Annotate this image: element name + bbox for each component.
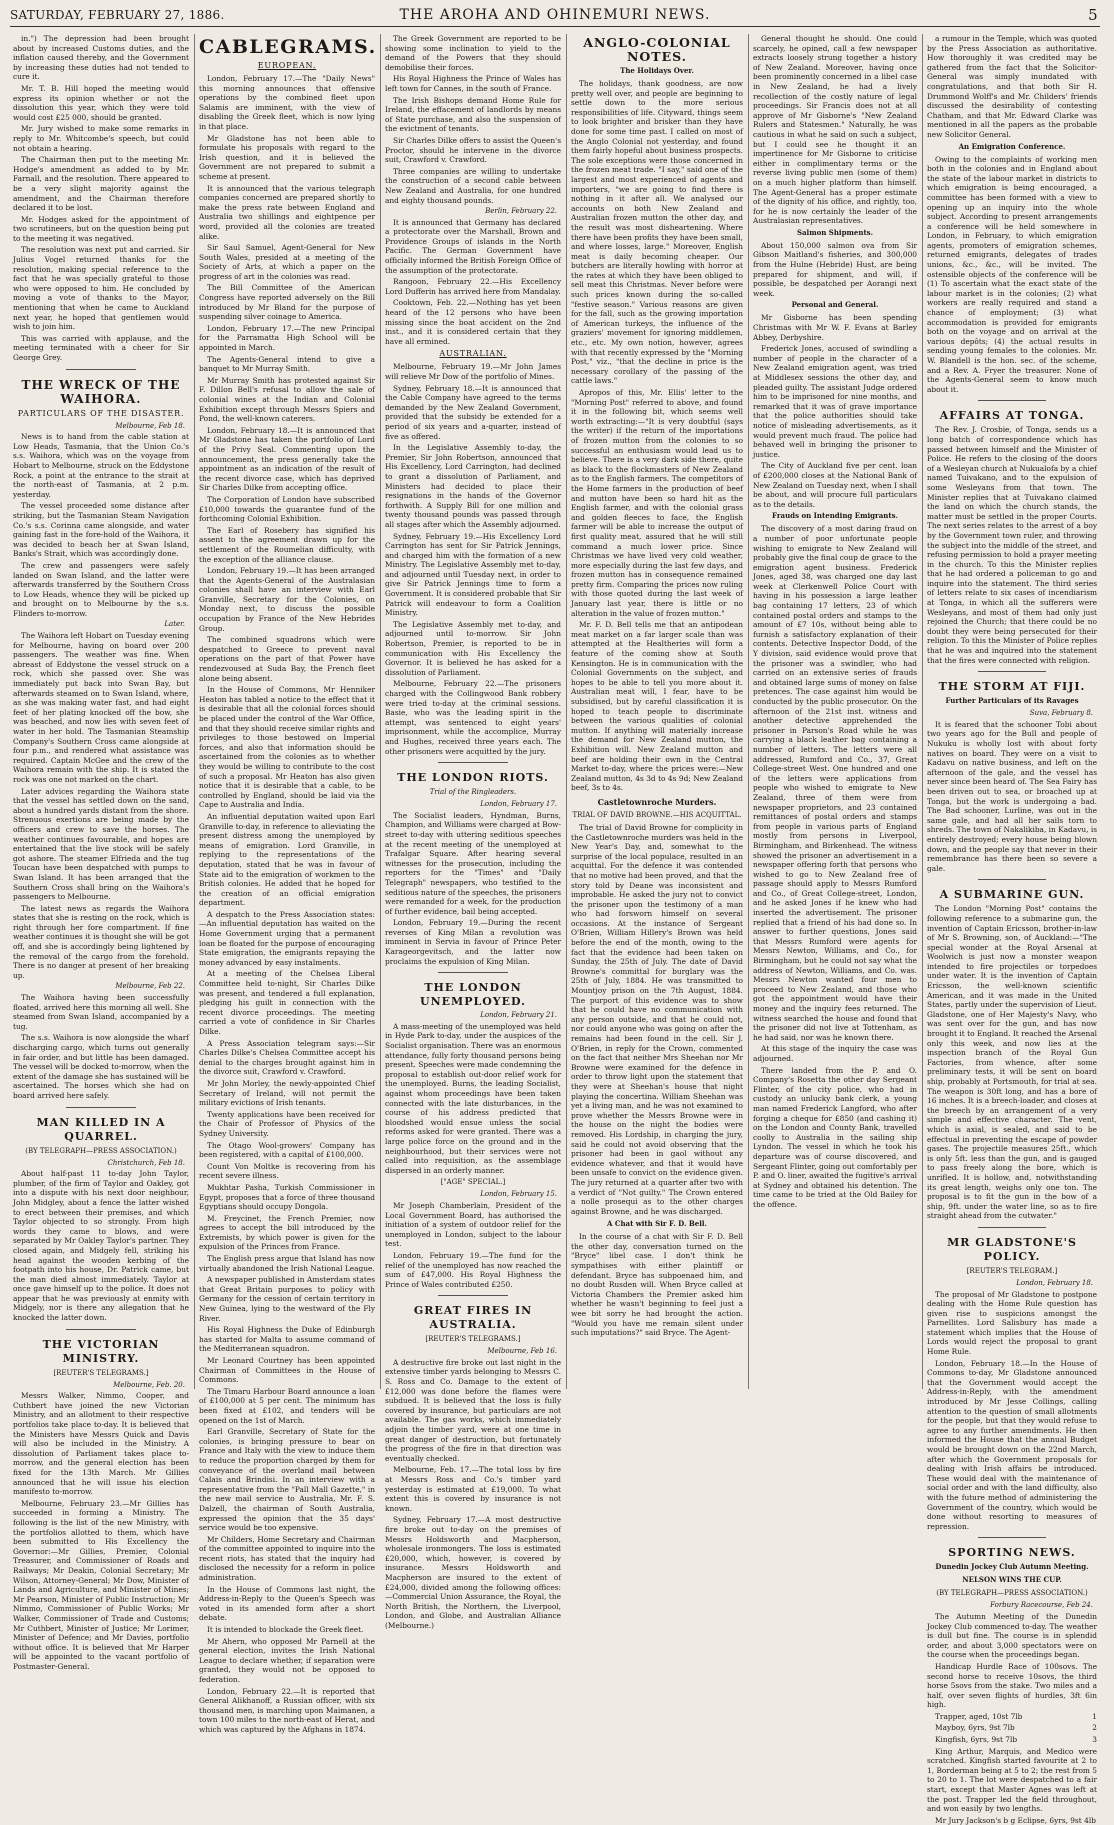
subheading: PARTICULARS OF THE DISASTER. <box>17 408 185 418</box>
paragraph: London, February 19.—During the recent reverses of King Milan a revolution was imminent in Servia in favour of Prince Peter Karageorgevitsch, and the latter now proclaims the expulsion of King Milan. <box>385 918 561 966</box>
divider <box>978 1227 1046 1228</box>
paragraph: At this stage of the inquiry the case was adjourned. <box>753 1044 917 1063</box>
paragraph: Mr Murray Smith has protested against Sir F. Dillon Bell's refusal to allow the sale of colonial wines at the Indian and Colonial Exhibition except through Messrs Spiers and Pond, the well-known caterers. <box>199 375 375 424</box>
column-rule <box>922 34 923 1389</box>
paragraph: General thought he should. One could scarcely, he opined, call a few newspaper extracts loosely strung together a history of New Zealand. Moreover, having once been prominently concerned in a libel case in New Zealand, he had a lively recollection of the costly nature of legal proceedings. Sir Francis does not at all approve of Mr Gisborne's "New Zealand Rulers and Statesmen." Naturally, he was cautious in what he said on such a subject, but I could see he thought it an impertinence for Mr Gisborne to criticise either in complimentary terms or the reverse living public men (some of them) on a much higher platform than himself. The Agent-General has a proper estimate of the dignity of his office, and rightly, too, for he is now certainly the leader of the Australasian representatives. <box>753 34 917 226</box>
paragraph: Mr. Hodges asked for the appointment of two scrutineers, but on the question being put to the meeting it was negatived. <box>13 214 189 243</box>
subheading: [REUTER'S TELEGRAMS.] <box>53 1368 149 1377</box>
paragraph: Earl Granville, Secretary of State for the colonies, is bringing pressure to bear on France and Italy with the view to induce them to reduce the proportion charged by them for conveyance of the overland mail between Calais and Brindisi. In an interview with a representative from the "Pall Mall Gazette," in the new mail service to Australia, Mr. F. S. Dalzell, the chairman of South Australia, expressed the opinion that the 35 days' service would be too expensive. <box>199 1427 375 1533</box>
paragraph: The Earl of Rosebery has signified his assent to the agreement drawn up for the settlement of the Roumelian difficulty, with the exception of the alliance clause. <box>199 525 375 564</box>
paragraph: The Agents-General intend to give a banquet to Mr Murray Smith. <box>199 354 375 374</box>
paragraph: Mukhtar Pasha, Turkish Commissioner in Egypt, proposes that a force of three thousand Egyptians should occupy Dongola. <box>199 1182 375 1212</box>
dateline: Suva, February 8. <box>1029 709 1093 718</box>
subheading: [REUTER'S TELEGRAMS.] <box>425 1335 521 1344</box>
headline-unemployed: THE LONDON UNEMPLOYED. <box>419 981 526 1009</box>
paragraph: In the House of Commons last night, the Address-in-Reply to the Queen's Speech was voted in its amended form after a short debate. <box>199 1584 375 1623</box>
dateline: London, February 17. <box>480 800 557 809</box>
divider <box>978 400 1046 401</box>
subheading: ["AGE" SPECIAL.] <box>440 1178 506 1187</box>
race-result <box>927 1712 1097 1722</box>
paragraph: Mr Gladstone has not been able to formulate his proposals with regard to the Irish question, and it is believed the Government are not prepared to submit a scheme at present. <box>199 133 375 181</box>
paragraph: The resolution was next put and carried. Sir Julius Vogel returned thanks for the resolution, making special reference to the fact that he was specially grateful to those who were opposed to him. He concluded by moving a vote of thanks to the Mayor, mentioning that when he came to Auckland next year, he hoped that gentlemen would wish to join him. <box>13 245 189 332</box>
dateline: Melbourne, Feb. 20. <box>113 1380 185 1389</box>
paragraph: The Otago Wool-growers' Company has been registered, with a capital of £100,000. <box>199 1140 375 1160</box>
paragraph: His Royal Highness the Duke of Edinburgh has started for Malta to assume command of the Mediterranean squadron. <box>199 1325 375 1354</box>
paragraph: Melbourne, February 19.—Mr John James will relieve Mr Dow of the portfolio of Mines. <box>385 362 561 381</box>
column-3 <box>382 34 564 1630</box>
paragraph: London, February 18.—In the House of Commons to-day, Mr Gladstone announced that the Government would accept the Address-in-Reply, with the amendment introduced by Mr Jesse Collings, calling attention to the question of small allotments for the people, but that they would refuse to agree to any further amendments. He then informed the House that the annual Budget would be brought down on the 22nd March, after which the Government proposals for dealing with Irish affairs be introduced. These would deal with the maintenance of social order and with the land difficulty, also with the future method of administering the Government of the country, which would be done without resorting to measures of repression. <box>927 1358 1097 1531</box>
paragraph: The crew and passengers were safely landed on Swan Island, and the latter were afterwards transferred by the Southern Cross to Low Heads, whence they will be picked up and brought on to Melbourne by the s.s. Flinders to-morrow. <box>13 560 189 618</box>
paragraph: The Waihora left Hobart on Tuesday evening for Melbourne, having on board over 200 passengers. The weather was fine. When abreast of Eddystone the vessel struck on a rock, which she passed over. She was immediately put back into Swan Bay, but afterwards steamed on to Swan Island, where, as she was making water fast, and had eight feet of her plating knocked off the bow, she was beached, and now lies with seven feet of water in her hold. The Tasmanian Steamship Company's Southern Cross came alongside at four p.m., and rendered what assistance was required. Captain McGee and the crew of the Waihora remain with the ship. It is stated the rock was one not marked on the chart. <box>13 631 189 784</box>
race-entry: Trapper, aged, 10st 7lb <box>935 1711 1023 1721</box>
subheading-murders: Castletownroche Murders. <box>597 796 717 807</box>
paragraph: A Press Association telegram says:—Sir Charles Dilke's Chelsea Committee accept his denial to the charges brought against him in the divorce suit, Crawford v. Crawford. <box>199 1038 375 1077</box>
headline-wreck: THE WRECK OF THE WAIHORA. <box>21 377 181 406</box>
paragraph: The Timaru Harbour Board announce a loan of £100,000 at 5 per cent. The minimum has been fixed at £102, and tenders will be opened on the 1st of March. <box>199 1386 375 1425</box>
paragraph: News is to hand from the cable station at Low Heads, Tasmania, that the Union Co.'s s.s. Waihora, which was on the voyage from Hobart to Melbourne, struck on the Eddystone Rock, a point at the entrance to the strait at the north-east of Tasmania, at 2 p.m. yesterday. <box>13 432 189 499</box>
subheading: Dunedin Jockey Club Autumn Meeting. <box>935 1562 1089 1572</box>
masthead <box>10 4 1100 27</box>
paragraph: Mr Ahern, who opposed Mr Parnell at the general election, invites the Irish National League to declare whether, if separation were granted, they would not be opposed to federation. <box>199 1636 375 1684</box>
column-2 <box>196 34 378 1734</box>
divider <box>438 762 508 763</box>
paragraph: About 150,000 salmon ova from Sir Gibson Maitland's fisheries, and 300,000 from the Hulne (Hebride) Hust, are being prepared for shipment, and will, if possible, be despatched per Aorangi next week. <box>753 240 917 298</box>
paragraph: The holidays, thank goodness, are now pretty well over, and people are beginning to settle down to the more serious responsibilities of life. Cityward, things seem to look brighter and brisker than they have done for some time past. I called on most of the Anglo Colonial not yesterday, and found them fairly hopeful about business prospects. The sole exceptions were those concerned in the frozen meat trade. "I say," said one of the largest and most experienced of agents and importers, "we are going to find there is nothing in it after all. We analysed our accounts on both New Zealand and Australian frozen mutton the other day, and the result was most disheartening. Where there have been profits they have been small, and where losses, large." Moreover, English meat is daily becoming cheaper. Our butchers are literally howling with horror at the rates at which they have been obliged to sell meat this Christmas. Never before were such prices known during the so-called "festive season." Various reasons are given for the fall, such as the growing importation of American turkeys, the influence of the graziers' movement for ignoring middlemen, etc., etc. My own notion, however, agrees with that recently expressed by the "Morning Post," viz., "that the decline in price is the necessary corollary of the passing of the cattle laws." <box>571 79 743 386</box>
paragraph: The trial of David Browne for complicity in the Castletownroche murders was held in the New Year's Day, and, somewhat to the surprise of the local populace, resulted in an acquittal. For the defence it was contended that no motive had been proved, and that the story told by Deane was inconsistent and improbable. He asked the jury not to convict the prisoner upon the testimony of a man who had forsworn himself on several occasions. At the instance of Sergeant O'Brien, William Hillery's Brown was held before the end of the month, owing to the fact that the evidence had been taken on Sunday, the 25th of July. The date of David Browne's committal for burglary was the 25th of July, 1884. He was transmitted to Mountjoy prison on the 7th August, 1884. The purport of this evidence was to show that he could have no communication with any person outside, and that he could not, nor could anyone who was going on after the remains had been found in the cell. Sir J. O'Brien, in reply for the Crown, commented on the fact that neither Mrs Sheehan nor Mr Browne were examined for the defence in order to throw light upon the statement that they were at Sheehan's house that night playing the concertina. William Sheehan was yet a living man, and he was not examined to prove whether the Messrs Browne were in the house on the night the bodies were removed. His Lordship, in charging the jury, said he could not avoid observing that the prisoner had been in gaol without any evidence whatever, and that it would have been unsafe to convict on the evidence given. The jury returned at a quarter after two with a verdict of "Not guilty." The Crown entered a nolle prosequi as to the other charges against Browne, and he was discharged. <box>571 822 743 1216</box>
paragraph: The Legislative Assembly met to-day, and adjourned until to-morrow. Sir John Robertson, Premier, is reported to be in communication with His Excellency the Governor. It is believed he has asked for a dissolution of Parliament. <box>385 619 561 677</box>
subheading: (BY TELEGRAPH—PRESS ASSOCIATION.) <box>25 1146 177 1155</box>
race-entry: Kingfish, 6yrs, 9st 7lb <box>935 1735 1018 1745</box>
headline-riots: THE LONDON RIOTS. <box>397 771 549 785</box>
dateline: Melbourne, Feb 22. <box>115 982 185 991</box>
paragraph: The Corporation of London have subscribed £10,000 towards the guarantee fund of the forthcoming Colonial Exhibition. <box>199 494 375 524</box>
paragraph: A mass-meeting of the unemployed was held in Hyde Park to-day, under the auspices of the Socialist organisation. There was an enormous attendance, fully forty thousand persons being present. Speeches were made condemning the proposal to establish out-door relief work for the unemployed. Burns, the leading Socialist, against whom proceedings have been taken connected with the late disturbances, in the course of his address predicted that bloodshed would ensue unless the social reforms asked for were granted. There was a large police force on the ground and in the neighbourhood, but their services were not called into requisition, as the assemblage dispersed in an orderly manner. <box>385 1021 561 1175</box>
paragraph: In the House of Commons, Mr Henniker Heaton has tabled a notice to the effect that it is desirable that all the colonial forces should be placed under the control of the War Office, and that they should receive similar rights and privileges to those bestowed on Imperial forces, and also that information should be ascertained from the colonies as to whether they would be willing to contribute to the cost of such a proposal. Mr Heaton has also given notice that it is desirable that a cable, to be controlled by England, should be laid via the Cape to Australia and India. <box>199 685 375 810</box>
race-place: 1 <box>1092 1711 1097 1721</box>
paragraph: Count Von Moltke is recovering from his recent severe illness. <box>199 1161 375 1181</box>
subheading: (BY TELEGRAPH—PRESS ASSOCIATION.) <box>936 1589 1088 1598</box>
paragraph: It is announced that the various telegraph companies concerned are prepared shortly to make the press rate between England and Australia two shillings and eightpence per word, provided all the colonies are treated alike. <box>199 183 375 241</box>
column-rule <box>194 34 195 1389</box>
subheading: EUROPEAN. <box>257 61 317 70</box>
masthead-date: SATURDAY, FEBRUARY 27, 1886. <box>10 8 225 22</box>
paragraph: The vessel proceeded some distance after striking, but the Tasmanian Steam Navigation Co.'s s.s. Corinna came alongside, and water gaining fast in the fore-hold of the Waihora, it was decided to beach her at Swan Island, Banks's Strait, which was accordingly done. <box>13 501 189 559</box>
dateline: London, February 21. <box>480 1011 557 1020</box>
paragraph: Cooktown, Feb. 22.—Nothing has yet been heard of the 12 persons who have been missing since the boat accident on the 2nd inst., and it is considered certain that they have all ermined. <box>385 298 561 346</box>
paragraph: It is announced that Germany has declared a protectorate over the Marshall, Brown and Providence Groups of islands in the North Pacific. The German Government have officially informed the British Foreign Office of the assumption of the protectorate. <box>385 217 561 275</box>
subheading-chat: A Chat with Sir F. D. Bell. <box>607 1219 707 1229</box>
paragraph: A destructive fire broke out last night in the extensive timber yards belonging to Messrs C. S. Ross and Co. Damage to the extent of £12,000 was done before the flames were subdued. It is believed that the loss is fully covered by insurance, but particulars are not available. The gas works, which immediately adjoin the timber yard, were at one time in great danger of destruction, but fortunately the progress of the fire in that direction was eventually checked. <box>385 1357 561 1463</box>
paragraph: The Greek Government are reported to be showing some inclination to yield to the demand of the Powers that they should demobilise their forces. <box>385 34 561 72</box>
headline-sporting: SPORTING NEWS. <box>948 1546 1076 1560</box>
paragraph: In the course of a chat with Sir F. D. Bell the other day, conversation turned on the "Bryce" libel case. I don't think he sympathises with either plaintiff or defendant. Bryce has subpoenaed him, and no doubt Rusden will. When Bryce called at Victoria Chambers the Premier asked him whether he wasn't beginning to feel just a wee bit sorry he had brought the action. "Would you have me remain silent under such imputations?" said Bryce. The Agent- <box>571 1232 743 1338</box>
paragraph: About half-past 11 to-day John Taylor, plumber, of the firm of Taylor and Oakley, got into a dispute with his next door neighbour, John Midgley, about a fence the latter wished to erect between their premises, and which Taylor objected to so strongly. From high words they came to blows, and were separated by Mr Oakley Taylor's partner. They closed again, and Midgely fell, striking his head against the wooden kerbing of the footpath into his house, Dr. Patrick came, but the man died almost immediately. Taylor at once gave himself up to the police. It does not appear that he was previously at enmity with Midgely, nor is there any allegation that he knocked the latter down. <box>13 1169 189 1323</box>
paragraph: The proposal of Mr Gladstone to postpone dealing with the Home Rule question has given rise to suspicions amongst the Parnellites. Lord Salisbury has made a statement which implies that the House of Lords would reject the proposal to grant Home Rule. <box>927 1289 1097 1357</box>
divider <box>66 1329 136 1330</box>
divider <box>438 1295 508 1296</box>
paragraph: Mr Leonard Courtney has been appointed Chairman of Committees in the House of Commons. <box>199 1356 375 1385</box>
paragraph: The combined squadrons which were despatched to Greece to prevent naval operations on the part of that Power have rendezvoused at Suda Bay, the French fleet alone being absent. <box>199 635 375 683</box>
paragraph: a rumour in the Temple, which was quoted by the Press Association as authoritative. How thoroughly it was credited may be gathered from the fact that the Solicitor-General was simply inundated with congratulations, and that both Sir H. Drummond Wolff's and Mr. Childers' friends discussed the desirability of contesting Chatham, and that Mr. Edward Clarke was mentioned in all the papers as the probable new Solicitor General. <box>927 34 1097 139</box>
masthead-title: THE AROHA AND OHINEMURI NEWS. <box>399 7 711 23</box>
subheading: NELSON WINS THE CUP. <box>962 1575 1062 1585</box>
paragraph: in.") The depression had been brought about by increased Customs duties, and the inflation caused thereby, and the Government by increasing these duties had not tended to cure it. <box>13 34 189 82</box>
headline-fires: GREAT FIRES IN AUSTRALIA. <box>413 1304 533 1332</box>
headline-cablegrams: CABLEGRAMS. <box>199 36 377 58</box>
columns <box>10 34 1100 1825</box>
paragraph: London, February 19.—The fund for the relief of the unemployed has now reached the sum of £47,000. His Royal Highness the Prince of Wales contributed £250. <box>385 1250 561 1289</box>
paragraph: Sydney, February 19.—His Excellency Lord Carrington has sent for Sir Patrick Jennings, and charged him with the formation of a new Ministry. The Legislative Assembly met to-day, and adjourned until Tuesday next, in order to give Sir Patrick Jennings time to form a Government. It is considered probable that Sir Patrick will endeavour to form a Coalition Ministry. <box>385 531 561 618</box>
paragraph: Mr. T. B. Hill hoped the meeting would express its opinion whether or not the dissolution this year, which they were told would cost £25 000, should be granted. <box>13 83 189 122</box>
paragraph: The Rev. J. Crosbie, of Tonga, sends us a long batch of correspondence which has passed between himself and the Minister of Police. He refers to the closing of the doors of a Wesleyan church at Nukualofa by a chief named Tuivakano, and to the expulsion of some Wesleyans from that town. The Minister replies that at Tuivakano claimed the land on which the church stands, the matter must be settled in the proper Courts. The next series relates to the arrest of a boy by the Government town ruler, and throwing the subject into the middle of the street, and refusing permission to hold a prayer meeting in the church. To this the Minister replies that he had ordered a policeman to go and inquire into the statement. The third series of letters relate to six cases of incendiarism at Tonga, in which all the sufferers were Wesleyans, and most of them had only just rejoined the Church; that there could be no doubt they were being persecuted for their religion. To this the Minister of Police replies that he was and inquired into the statement that the fires were connected with religion. <box>927 425 1097 665</box>
headline-submarine-gun: A SUBMARINE GUN. <box>939 888 1085 902</box>
divider <box>978 1537 1046 1538</box>
paragraph: The latest news as regards the Waihora states that she is resting on the rock, which is right through her fore compartment. If fine weather continues it is thought she will be got off, and she is accordingly being lightened by the removal of the cargo from the forehold. There is no danger at present of her breaking up. <box>13 903 189 980</box>
paragraph: An influential deputation waited upon Earl Granville to-day, in reference to alleviating the present distress among the unemployed by means of emigration. Lord Granville, in replying to the representations of the deputation, stated that he was in favour of State aid to the emigration of workmen to the British colonies. He added that he hoped for the creation of an official emigration department. <box>199 811 375 908</box>
paragraph: Handicap Hurdle Race of 100sovs. The second horse to receive 10sovs, the third horse 5sovs from the stake. Two miles and a half, over seven flights of hurdles, 3ft 6in high. <box>927 1661 1097 1710</box>
column-4 <box>568 34 746 1389</box>
dateline: London, February 18. <box>1016 1278 1093 1287</box>
headline-fiji: THE STORM AT FIJI. <box>938 680 1086 694</box>
subheading: Further Particulars of its Ravages <box>945 696 1079 706</box>
subheading-conference: An Emigration Conference. <box>958 141 1066 151</box>
paragraph: Sydney, February 17.—A most destructive fire broke out to-day on the premises of Messrs Holdsworth and Macpherson, wholesale ironmongers. The loss is estimated £20,000, which, however, is covered by insurance. Messrs Holdsworth and Macpherson are insured to the extent of £24,000, divided among the following offices:—Commercial Union Assurance, the Royal, the North British, the Northern, the Liverpool, London, and Globe, and Australian Alliance (Melbourne.) <box>385 1515 561 1630</box>
paragraph: Frederick Jones, accused of swindling a number of people in the character of a New Zealand emigration agent, was tried at Middlesex sessions the other day, and pleaded guilty. The assistant Judge ordered him to be imprisoned for nine months, and remarked that it was of grave importance that the police authorities should take notice of misleading advertisements, as it would prevent much fraud. The police had behaved well in bringing the prisoner to justice. <box>753 344 917 459</box>
paragraph: London, February 22.—It is reported that General Alikhanoff, a Russian officer, with six thousand men, is marching upon Maimanen, a town 100 miles to the north-east of Herat, and which was captured by the Afghans in 1874. <box>199 1686 375 1734</box>
subheading: [REUTER'S TELEGRAM.] <box>966 1266 1058 1275</box>
paragraph: There landed from the P. and O. Company's Rosetta the other day Sergeant Flinter, of the city police, who had in custody an unlucky bank clerk, a young man named Frederick Langford, who after forging a cheque for £850 (and cashing it) on the London and County Bank, travelled coolly to Australia in the sailing ship Lyndon. The vessel in which he took his departure was of course discovered, and Sergeant Flinter, going out comfortably per P. and O. liner, awaited the fugitive's arrival at Sydney and obtained his detention. The time came to be tried at the Old Bailey for the offence. <box>753 1065 917 1209</box>
paragraph: The Waihora having been successfully floated, arrived here this morning all well. She steamed from Swan Island, accompanied by a tug. <box>13 993 189 1031</box>
paragraph: Rangoon, February 22.—His Excellency Lord Dufferin has arrived here from Mandalay. <box>385 277 561 296</box>
paragraph: Mr Joseph Chamberlain, President of the Local Government Board, has authorised the initiation of a system of outdoor relief for the unemployed in London, subject to the labour test. <box>385 1200 561 1249</box>
paragraph: M. Freycinet, the French Premier, now agrees to accept the bill introduced by the Extremists, by which power is given for the expulsion of the Princes from France. <box>199 1213 375 1252</box>
paragraph: Apropos of this, Mr. Ellis' letter to the "Morning Post" referred to above, and found it in the following bit, which seems well worth extracting:—"It is very doubtful (says the writer) if the return of the importations of frozen mutton from the colonies to so successful an enthusiasm would lead us to believe. There is a very dark side there, quite as black to the flockmasters of New Zealand as to the English farmers. The competitors of the Home farmers in the production of beef and mutton have been so hard hit as the English farmer, and with the colonial grass and golden fleeces to face, the English farmer will be able to increase the output of first quality meat, assured that he will still command a much lower price. Since Christmas we have lived very cold weather, more especially during the last few days, and frozen mutton has in consequence remained pretty firm. Comparing the prices now ruling with those quoted during the last week of January last year, there is little or no alteration in the value of frozen mutton." <box>571 388 743 618</box>
paragraph: The Socialist leaders, Hyndman, Burns, Champion, and Williams were charged at Bow-street to-day with uttering seditious speeches at the recent meeting of the unemployed at Trafalgar Square. After hearing several witnesses for the prosecution, including the reporters for the "Times" and "Daily Telegraph" newspapers, who testified to the seditious nature of the speeches, the prisoners were remanded for a week, for the production of further evidence, bail being accepted. <box>385 810 561 916</box>
paragraph: Sydney, February 18.—It is announced that the Cable Company have agreed to the terms demanded by the New Zealand Government, provided that the subsidy be extended for a period of six years and a-quarter, instead of five as offered. <box>385 383 561 441</box>
paragraph: A newspaper published in Amsterdam states that Great Britain purposes to policy with Germany for the cession of certain territory in New Guinea, lying to the westward of the Fly River. <box>199 1275 375 1323</box>
paragraph: Mr John Morley, the newly-appointed Chief Secretary of Ireland, will not permit the military evictions of Irish tenants. <box>199 1078 375 1108</box>
paragraph: Mr Childers, Home Secretary and Chairman of the committee appointed to inquire into the recent riots, has stated that the inquiry had disclosed the necessity for a reform in police administration. <box>199 1534 375 1583</box>
paragraph: Messrs Walker, Nimmo, Cooper, and Cuthbert have joined the new Victorian Ministry, and an allotment to their respective portfolios take place to-day. It is believed that the Ministers have Messrs Quick and Davis will also be included in the Ministry. A dissolution of Parliament takes place to-morrow, and the general election has been fixed for the 13th March. Mr Gillies announced that he will issue his election manifesto to-morrow. <box>13 1391 189 1497</box>
paragraph: In the Legislative Assembly to-day, the Premier, Sir John Robertson, announced that His Excellency, Lord Carrington, had declined to grant a dissolution of Parliament, and Ministers had decided to place their resignations in the hands of the Governor forthwith. A Supply Bill for one million and twenty thousand pounds was passed through all stages after which the Assembly adjourned. <box>385 443 561 529</box>
paragraph: The London "Morning Post" contains the following reference to a submarine gun, the invention of Captain Ericsson, brother-in-law of Mr S. Browning, son, of Auckland:—"The special wonder at the Royal Arsenal at Woolwich is just now a monster weapon intended to fire projectiles or torpedoes under water. It is the invention of Captain Ericsson, the well-known scientific American, and it was made in the United States, partly under the supervision of Lieut. Gladstone, one of Her Majesty's Navy, who was sent over for the gun, and has now brought it to England. It reached the Arsenal only this week, and now lies at the inspection branch of the Royal Gun Factories, from whence, after some preliminary tests, it will be sent on board ship, probably at Portsmouth, for trial at sea. The weapon is 30ft long, and has a bore of 16 inches. It is a breech-loader, and closes at the breech by an arrangement of a very simple and effective character. The vent, which is axial, is sealed, and said to be effectual in preventing the escape of powder gases. The projectile measures 25ft., which is only 5ft. less than the gun, and is gauged to pass freely along the bore, which is unrifled. It is hollow, and, notwithstanding its great length, weighs only one ton. The proposal is to fit the gun in the bow of a ship, 9ft. under the water line, so as to fire straight ahead from the cutwater." <box>927 904 1097 1221</box>
divider <box>978 671 1046 672</box>
headline-ministry: THE VICTORIAN MINISTRY. <box>42 1337 160 1365</box>
column-rule <box>380 34 381 1389</box>
divider <box>438 972 508 973</box>
headline-anglo-colonial: ANGLO-COLONIAL NOTES. <box>583 35 731 64</box>
paragraph: Mr. F. D. Bell tells me that an antipodean meat market on a far larger scale than was attempted at the Healtheries will form a feature of the coming show at South Kensington. He is in communication with the Colonial Governments on the subject, and hopes to be able to tell you more about it. Australian meat will, I fear, have to be subsidised, but by careful classification it is hoped to teach people to discriminate between the various qualities of colonial mutton. If anything will materially increase the demand for New Zealand mutton, the Exhibition will. New Zealand mutton and beef are holding their own in the Central Market to-day, where the prices were:—New Zealand mutton, 4s 3d to 4s 9d; New Zealand beef, 3s to 4s. <box>571 620 743 793</box>
page-number: 5 <box>1088 6 1098 24</box>
paragraph: Mr. Jury wished to make some remarks in reply to Mr. Whitcombe's speech, but could not obtain a hearing. <box>13 124 189 153</box>
column-5 <box>750 34 920 1389</box>
paragraph: London, February 19.—It has been arranged that the Agents-General of the Australasian colonies shall have an interview with Earl Granville, Secretary for the Colonies, on Monday next, to discuss the possible occupation by France of the New Hebrides Group. <box>199 566 375 633</box>
column-rule <box>566 34 567 1389</box>
subheading: TRIAL OF DAVID BROWNE.—HIS ACQUITTAL. <box>572 810 742 819</box>
paragraph: It is intended to blockade the Greek fleet. <box>207 1625 364 1635</box>
paragraph: London, February 18.—It is announced that Mr Gladstone has taken the portfolio of Lord of the Privy Seal. Commenting upon the announcement, the press generally take the appointment as an indication of the result of the recent divorce case, which has deprived Sir Charles Dilke from accepting office. <box>199 425 375 493</box>
paragraph: London, February 17.—The new Principal for the Parramatta High School will be appointed in March. <box>199 323 375 353</box>
race-entry: Mayboy, 6yrs, 9st 7lb <box>935 1723 1015 1733</box>
paragraph: The English press argue that Island has now virtually abandoned the Irish National League. <box>199 1254 375 1273</box>
paragraph: Melbourne, February 23.—Mr Gillies has succeeded in forming a Ministry. The following is the list of the new Ministry, with the portfolios allotted to them, which have been submitted to His Excellency the Governor:—Mr Gillies, Premier, Colonial Treasurer, and Commissioner of Roads and Railways; Mr Deakin, Colonial Secretary; Mr Wilson, Attorney-General; Mr Dow, Minister of Lands and Agriculture, and Minister of Mines; Mr Pearson, Minister of Public Instruction; Mr Nimmo, Commissioner of Public Works; Mr Walker, Commissioner of Trade and Customs; Mr Cuthbert, Minister of Justice; Mr Lorimer, Minister of Defence; and Mr Davies, portfolio without office. It is believed that Mr Harper will be appointed to the vacant portfolio of Postmaster-General. <box>13 1498 189 1671</box>
dateline: Melbourne, Feb 18. <box>115 421 185 430</box>
subheading-salmon: Salmon Shipments. <box>796 227 874 237</box>
column-rule <box>748 34 749 1389</box>
column-6 <box>924 34 1100 1825</box>
paragraph: Twenty applications have been received for the Chair of Professor of Physics of the Sydney University. <box>199 1109 375 1138</box>
paragraph: His Royal Highness the Prince of Wales has left town for Cannes, in the south of France. <box>385 74 561 93</box>
paragraph: The discovery of a most daring fraud on a number of poor unfortunate people wishing to emigrate to New Zealand will probably give the final coup de grace to the emigration agent business. Frederick Jones, aged 38, was charged one day last week at Clerkenwell Police Court with having in his possession a large leather bag containing 17 letters, 23 of which contained postal orders and stamps to the amount of £7 10s, without being able to furnish a satisfactory explanation of their contents. Detective Inspector Dodd, of the Y division, said evidence would prove that the prisoner was a swindler, who had carried on an extensive series of frauds and obtained large sums of money on false pretences. The case against him would be conducted by the public prosecutor. On the afternoon of the 21st inst. witness and another detective apprehended the prisoner in Parson's Road while he was carrying a black leather bag containing a number of letters. The letters were all addressed, Rumford and Co., 37, Great College-street West. One hundred and one of the letters were applications from people who wished to emigrate to New Zealand, three of them were from newspaper proprietors, and 23 contained remittances of postal orders and stamps from people in various parts of England mostly from persons in Liverpool, Birmingham, and Birkenhead. The witness showed the prisoner an advertisement in a newspaper offering forth that persons who wished to go to New Zealand free of passage should apply to Messrs Rumford and Co., of Great College-street, London, and he asked Jones if he knew who had inserted the advertisement. The prisoner replied that a friend of his had done so. In answer to further questions, Jones said that Messrs Rumford were agents for Messrs Newton, Williams, and Co., for Birmingham, but he could not say what the address of Newton, Williams, and Co. was. Messrs Newton wanted four men to proceed to New Zealand, and those who got the appointment would have their money and the inquiry fees returned. The witness searched the house and found that the prisoner did not live at Tottenham, as he had said, nor was he known there. <box>753 524 918 1042</box>
headline-gladstone: MR GLADSTONE'S POLICY. <box>947 1235 1077 1263</box>
dateline: London, February 15. <box>480 1190 557 1199</box>
paragraph: Owing to the complaints of working men both in the colonies and in England about the state of the labour market in districts to which emigration is being encouraged, a committee has been formed with a view to opening up an inquiry into the whole subject. According to present arrangements a conference will be held somewhere in London, in February, to which emigration agents, promoters of emigration schemes, returned emigrants, delegates of trades unions, &c., &c., will be invited. The ostensible objects of the conference will be (1) To ascertain what the exact state of the labour market is in the colonies; (2) what workers are really required and stand a chance of employment; (3) what accommodation is provided for emigrants both on the voyage and on arrival at the various depôts; (4) the actual results in sending young females to the colonies. Mr. W. Blandell is the hon. sec. of the scheme, and a Rev. A. Fryer the treasurer. None of the Agents-General seem to know much about it. <box>927 154 1097 394</box>
paragraph: King Arthur, Marquis, and Medico were scratched. Kingfish started favourite at 2 to 1, Borderman being at 5 to 2; the rest from 5 to 20 to 1. The lot were despatched to a fair start, except that Master Agnes was left at the post. Trapper led the field throughout, and won easily by two lengths. <box>927 1746 1097 1814</box>
dateline: Christchurch, Feb 18. <box>107 1158 185 1167</box>
paragraph: Mr Gisborne has been spending Christmas with Mr W. F. Evans at Barley Abbey, Derbyshire. <box>753 313 917 342</box>
paragraph: This was carried with applause, and the meeting terminated with a cheer for Sir George Grey. <box>13 333 189 362</box>
divider <box>66 369 136 370</box>
subheading: Trial of the Ringleaders. <box>429 788 517 797</box>
column-1 <box>10 34 192 1671</box>
dateline: Later. <box>164 620 185 629</box>
paragraph: The Autumn Meeting of the Dunedin Jockey Club commenced to-day. The weather is dull but fine. The course is in splendid order, and about 3,000 spectators were on the course when the proceedings began. <box>927 1611 1097 1660</box>
paragraph: The Chairman then put to the meeting Mr. Hodge's amendment as added to by Mr. Farnall, and the resolution. There appeared to be a very slight majority against the amendment, and the Chairman therefore declared it to be lost. <box>13 155 189 213</box>
paragraph: Sir Charles Dilke offers to assist the Queen's Proctor, should he intervene in the divorce suit, Crawford v. Crawford. <box>385 135 561 165</box>
paragraph: The Bill Committee of the American Congress have reported adversely on the Bill introduced by Mr Bland for the purpose of suspending silver coinage to America. <box>199 283 375 322</box>
dateline: Forbury Racecourse, Feb 24. <box>990 1601 1093 1610</box>
paragraph: Melbourne, February 22.—The prisoners charged with the Collingwood Bank robbery were tried to-day at the criminal sessions. Basie, who was the leading spirit in the attempt, was sentenced to eight years' imprisonment, while the accomplice, Murray and Hughes, received three years each. The other prisoners were acquitted by the jury. <box>385 679 561 756</box>
paragraph: A despatch to the Press Association states:—An influential deputation has waited on the Home Government urging that a permanent loan be floated for the purpose of encouraging State emigration, the emigrants repaying the money advanced by easy instalments. <box>199 909 375 967</box>
paragraph: Three companies are willing to undertake the construction of a second cable between New Zealand and Australia, for one hundred and eighty thousand pounds. <box>385 166 561 205</box>
paragraph: Melbourne, Feb. 17.—The total loss by fire at Messrs Ross and Co.'s timber yard yesterday is estimated at £19,000. To what extent this is covered by insurance is not known. <box>385 1465 561 1513</box>
divider <box>66 1107 136 1108</box>
paragraph: At a meeting of the Chelsea Liberal Committee held to-night, Sir Charles Dilke was present, and tendered a full explanation, pledging his guilt in connection with the recent divorce proceedings. The meeting carried a vote of confidence in Sir Charles Dilke. <box>199 969 375 1036</box>
headline-quarrel: MAN KILLED IN A QUARREL. <box>36 1115 166 1143</box>
paragraph: The City of Auckland five per cent. loan of £200,000 closes at the National Bank of New Zealand on Tuesday next, when I shall be about, and will procure full particulars as to the details. <box>753 461 917 509</box>
paragraph: The s.s. Waihora is now alongside the wharf discharging cargo, which turns out generally in fair order, and but little has been damaged. The vessel will be docked to-morrow, when the extent of the damage she has sustained will be ascertained. The horses which she had on board arrived here safely. <box>13 1033 189 1100</box>
subheading-australian: AUSTRALIAN. <box>439 349 507 359</box>
paragraph: Sir Saul Samuel, Agent-General for New South Wales, presided at a meeting of the Society of Arts, at which a paper on the progress of art in the colonies was read. <box>199 243 375 281</box>
paragraph: The Irish Bishops demand Home Rule for Ireland, the effacement of landlords by means of State purchase, and also the suspension of the evictment of tenants. <box>385 95 561 134</box>
paragraph: London, February 17.—The "Daily News" this morning announces that offensive operations by the combined fleet upon Salamis are imminent, with the view of disabling the Greek fleet, which is now lying in that place. <box>199 74 375 131</box>
subheading-personal: Personal and General. <box>791 300 879 310</box>
subheading: The Holidays Over. <box>620 66 694 75</box>
race-place: 3 <box>1092 1735 1097 1745</box>
headline-tonga: AFFAIRS AT TONGA. <box>939 409 1085 423</box>
race-result <box>927 1723 1097 1733</box>
divider <box>978 879 1046 880</box>
race-result <box>927 1735 1097 1745</box>
paragraph: It is feared that the schooner Tobi about two years ago for the Bull and people of Nukuku is wholly lost with about forty natives on board. They were on a visit to Kadavu on native business, and left on the afternoon of the gale, and the vessel has never since been heard of. The Sea Fairy has been driven out to sea, or broached up at Tonga, but the work is undergoing a bad. The Bad schooner, Lurline, was out in the same gale, and had all her sails torn to shreds. The town of Nakalikiba, in Kadavu, is entirely destroyed; every house being blown down, and the people say that never in their remembrance has there been so severe a gale. <box>927 719 1097 873</box>
paragraph: Later advices regarding the Waihora state that the vessel has settled down on the sand, about a hundred yards distant from the shore. Strenuous exertions are being made by the officers and crew to save the horses. The weather continues favourable, and hopes are entertained that the live stock will be safely got ashore. The steamer Elfrieda and the tug Toucan have been despatched with pumps to Swan Island. It has been arranged that the Southern Cross shall bring on the Waihora's passengers to Melbourne. <box>13 786 189 902</box>
race-place: 2 <box>1092 1723 1097 1733</box>
subheading-frauds: Frauds on Intending Emigrants. <box>772 511 898 521</box>
dateline: Melbourne, Feb 16. <box>487 1347 557 1356</box>
dateline: Berlin, February 22. <box>485 207 557 216</box>
paragraph: Mr Jury Jackson's b g Eclipse, 6yrs, 9st 4lb <box>935 1815 1096 1825</box>
